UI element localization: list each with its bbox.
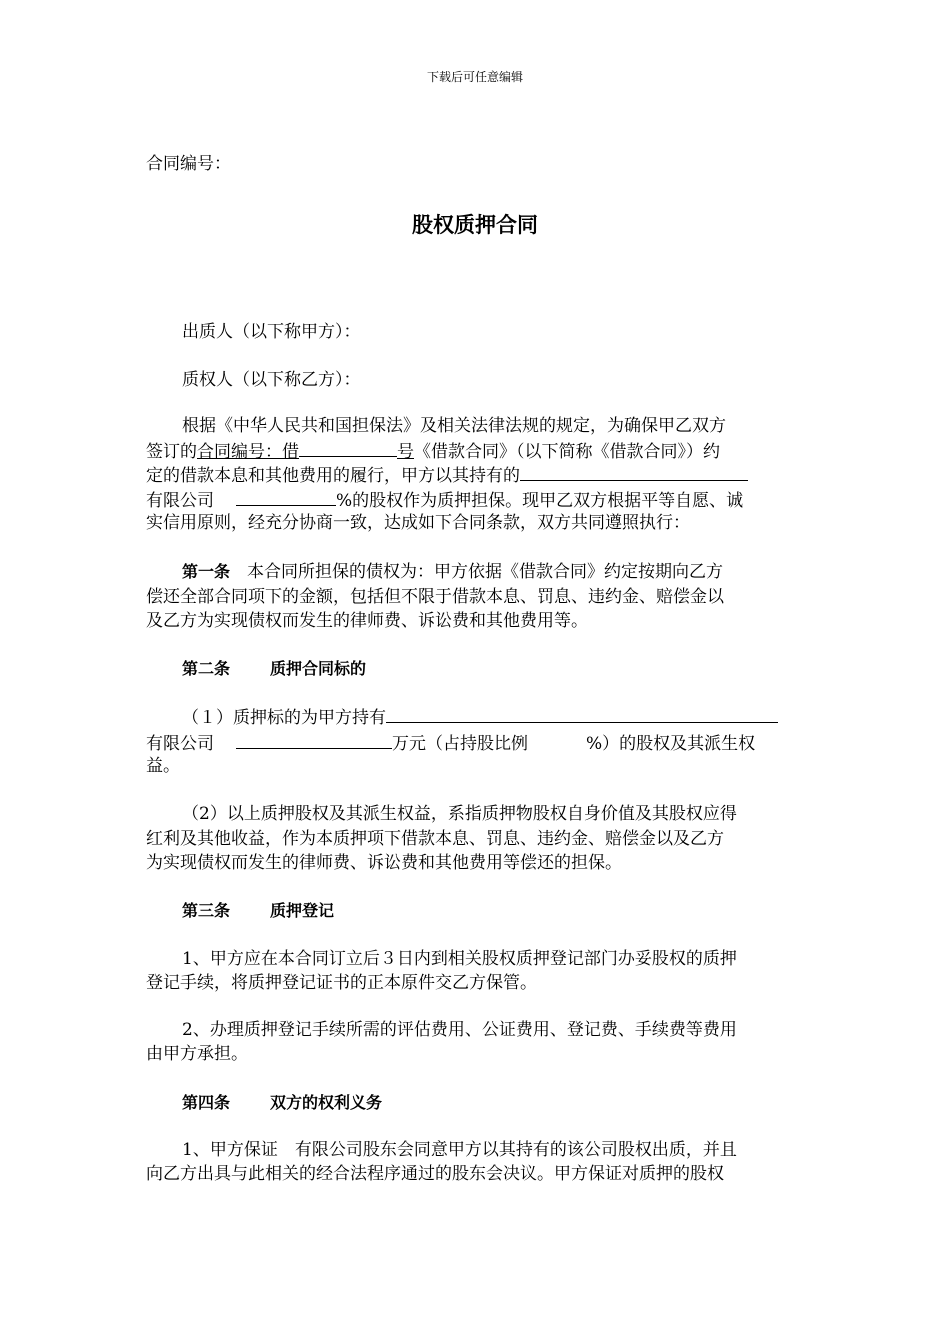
article-line: 偿还全部合同项下的金额，包括但不限于借款本息、罚息、违约金、赔偿金以 bbox=[146, 587, 724, 607]
article-heading-line bbox=[182, 657, 366, 681]
blank-field bbox=[236, 730, 392, 749]
article-heading: 第二条 bbox=[182, 659, 231, 678]
article-line: 1、甲方应在本合同订立后３日内到相关股权质押登记部门办妥股权的质押 bbox=[182, 949, 737, 969]
preamble-line bbox=[146, 487, 743, 513]
blank-field bbox=[236, 487, 336, 506]
article-line bbox=[182, 560, 723, 584]
article-line: 为实现债权而发生的律师费、诉讼费和其他费用等偿还的担保。 bbox=[146, 853, 622, 873]
text: 有限公司 bbox=[146, 734, 214, 754]
article-subject: 质押合同标的 bbox=[270, 659, 367, 678]
blank-field bbox=[386, 704, 778, 723]
text: 有限公司 bbox=[146, 491, 214, 511]
article-line: 及乙方为实现债权而发生的律师费、诉讼费和其他费用等。 bbox=[146, 611, 588, 631]
article-heading: 第四条 bbox=[182, 1093, 231, 1112]
article-line bbox=[182, 704, 778, 730]
text: 本合同所担保的债权为：甲方依据《借款合同》约定按期向乙方 bbox=[247, 562, 724, 582]
article-heading: 第三条 bbox=[182, 901, 231, 920]
text: %）的股权及其派生权 bbox=[586, 734, 756, 754]
contract-number-label: 合同编号： bbox=[146, 154, 231, 174]
article-heading: 第一条 bbox=[182, 562, 231, 581]
article-line: 向乙方出具与此相关的经合法程序通过的股东会决议。甲方保证对质押的股权 bbox=[146, 1164, 724, 1184]
text: 万元（占持股比例 bbox=[392, 734, 528, 754]
preamble-line bbox=[146, 438, 720, 464]
article-line: （2）以上质押股权及其派生权益，系指质押物股权自身价值及其股权应得 bbox=[182, 804, 737, 824]
article-line: 1、甲方保证 有限公司股东会同意甲方以其持有的该公司股权出质，并且 bbox=[182, 1140, 737, 1160]
loan-contract-number: 合同编号：借 bbox=[197, 442, 299, 462]
article-line bbox=[146, 730, 755, 756]
article-heading-line bbox=[182, 1091, 382, 1115]
article-line: 登记手续，将质押登记证书的正本原件交乙方保管。 bbox=[146, 973, 537, 993]
header-note: 下载后可任意编辑 bbox=[426, 70, 523, 84]
pledgor-line: 出质人（以下称甲方）： bbox=[182, 322, 361, 342]
article-subject: 质押登记 bbox=[270, 901, 335, 920]
article-line: 2、办理质押登记手续所需的评估费用、公证费用、登记费、手续费等费用 bbox=[182, 1020, 737, 1040]
article-line: 益。 bbox=[146, 756, 180, 776]
article-line: 红利及其他收益，作为本质押项下借款本息、罚息、违约金、赔偿金以及乙方 bbox=[146, 829, 724, 849]
text: 定的借款本息和其他费用的履行，甲方以其持有的 bbox=[146, 466, 520, 486]
article-heading-line bbox=[182, 899, 334, 923]
article-line: 由甲方承担。 bbox=[146, 1044, 248, 1064]
preamble-line: 实信用原则，经充分协商一致，达成如下合同条款，双方共同遵照执行： bbox=[146, 513, 690, 533]
document-title: 股权质押合同 bbox=[412, 213, 538, 237]
text: 号 bbox=[397, 442, 414, 462]
blank-field bbox=[299, 438, 397, 457]
blank-field bbox=[520, 462, 748, 481]
preamble-line bbox=[146, 462, 748, 488]
text: %的股权作为质押担保。现甲乙双方根据平等自愿、诚 bbox=[336, 491, 744, 511]
text: 《借款合同》（以下简称《借款合同》）约 bbox=[414, 442, 720, 462]
text: 签订的 bbox=[146, 442, 197, 462]
article-subject: 双方的权利义务 bbox=[270, 1093, 383, 1112]
text: （１）质押标的为甲方持有 bbox=[182, 708, 386, 728]
preamble-line: 根据《中华人民共和国担保法》及相关法律法规的规定，为确保甲乙双方 bbox=[182, 416, 726, 436]
pledgee-line: 质权人（以下称乙方）： bbox=[182, 370, 361, 390]
